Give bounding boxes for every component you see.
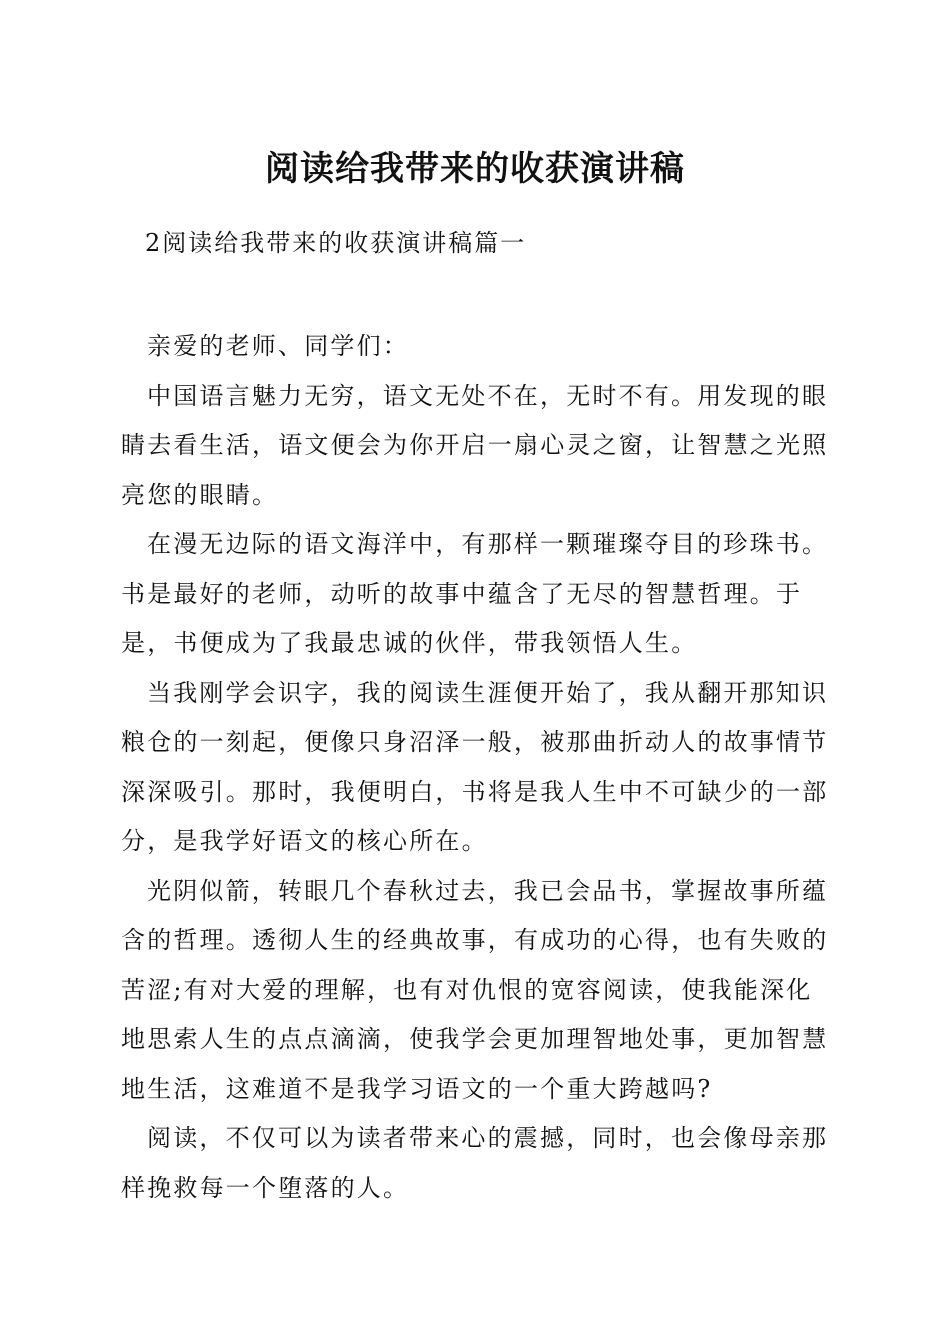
body-paragraph: 在漫无边际的语文海洋中，有那样一颗璀璨夺目的珍珠书。书是最好的老师，动听的故事中蕴含了无尽的智慧哲理。于是，书便成为了我最忠诚的伙伴，带我领悟人生。 — [121, 530, 829, 657]
body-paragraph: 光阴似箭，转眼几个春秋过去，我已会品书，掌握故事所蕴含的哲理。透彻人生的经典故事，有成功的心得，也有失败的苦涩;有对大爱的理解，也有对仇恨的宽容阅读，使我能深化地思索人生的点点滴滴，使我学会更加理智地处事，更加智慧地生活，这难道不是我学习语文的一个重大跨越吗? — [121, 876, 829, 1103]
body-paragraph: 阅读，不仅可以为读者带来心的震撼，同时，也会像母亲那样挽救每一个堕落的人。 — [121, 1124, 829, 1202]
greeting-paragraph: 亲爱的老师、同学们： — [147, 332, 409, 360]
document-title: 阅读给我带来的收获演讲稿 — [265, 149, 685, 189]
document-body — [121, 322, 833, 1213]
document-subtitle: 2阅读给我带来的收获演讲稿篇一 — [145, 229, 527, 257]
body-paragraph: 中国语言魅力无穷，语文无处不在，无时不有。用发现的眼睛去看生活，语文便会为你开启一扇心灵之窗，让智慧之光照亮您的眼睛。 — [121, 381, 829, 509]
body-paragraph: 当我刚学会识字，我的阅读生涯便开始了，我从翻开那知识粮仓的一刻起，便像只身沼泽一般，被那曲折动人的故事情节深深吸引。那时，我便明白，书将是我人生中不可缺少的一部分，是我学好语文的核心所在。 — [121, 678, 829, 855]
